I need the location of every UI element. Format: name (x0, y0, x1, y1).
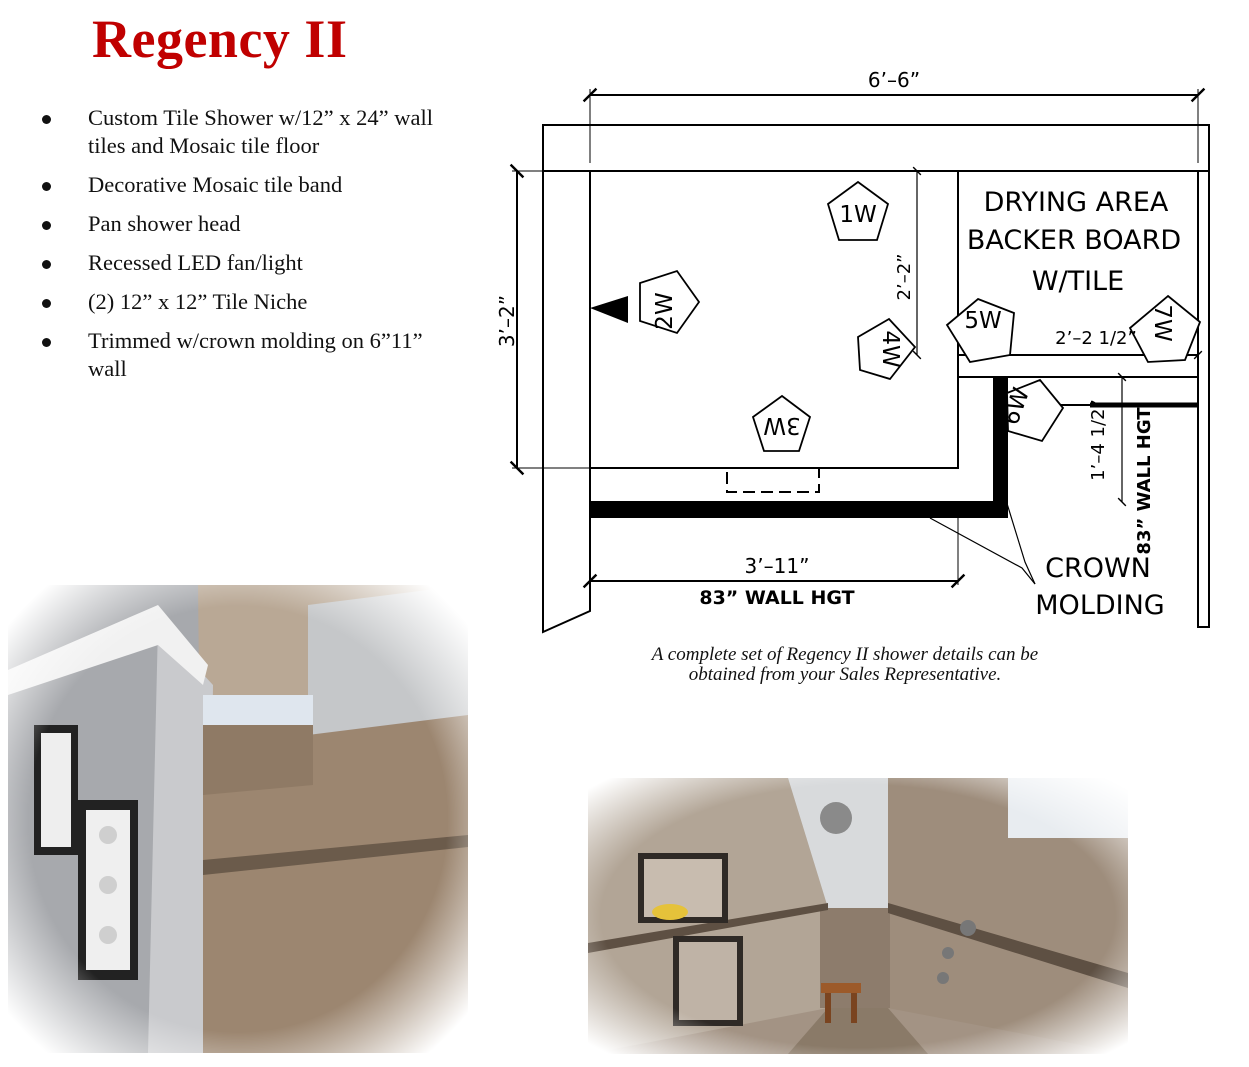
left-wall (543, 171, 590, 632)
feature-item (40, 104, 460, 160)
arrow-icon (590, 296, 628, 323)
crown-molding-line-1: CROWN (1045, 553, 1151, 584)
right-wall-height: 83” WALL HGT (1134, 407, 1155, 555)
tag-5w: 5W (964, 308, 1002, 334)
bottom-wall-height: 83” WALL HGT (699, 587, 855, 609)
tag-7w: 7W (1149, 304, 1175, 342)
tag-2w: 2W (652, 292, 678, 330)
bullet-icon (42, 115, 51, 124)
feature-text: (2) 12” x 12” Tile Niche (88, 289, 308, 314)
caption-line: A complete set of Regency II shower details can be (651, 644, 1039, 665)
feature-list (40, 104, 460, 394)
bullet-icon (42, 260, 51, 269)
tag-4w: 4W (877, 330, 903, 368)
dim-right-horizontal: 2’–2 1/2” (1055, 328, 1137, 349)
feature-text: Trimmed w/crown molding on 6”11” wall (88, 328, 423, 381)
bullet-icon (42, 338, 51, 347)
plan-caption (600, 645, 1090, 685)
drying-area-line-2: BACKER BOARD (966, 225, 1182, 256)
dim-left: 3’–2” (495, 294, 519, 348)
bullet-icon (42, 299, 51, 308)
feature-item (40, 210, 460, 238)
shower-interior-photo (588, 778, 1128, 1054)
right-wall (1198, 171, 1209, 627)
bullet-icon (42, 182, 51, 191)
tag-1w: 1W (839, 202, 877, 228)
niche (727, 468, 819, 492)
feature-item (40, 171, 460, 199)
drying-area-line-1: DRYING AREA (983, 187, 1169, 218)
drying-area-line-3: W/TILE (1031, 266, 1125, 297)
bullet-icon (42, 221, 51, 230)
tag-3w: 3W (763, 412, 801, 438)
page-title: Regency II (92, 9, 348, 69)
dim-mid-vertical: 2’–2” (894, 253, 915, 301)
tag-6w: 6W (997, 384, 1036, 429)
feature-text: Decorative Mosaic tile band (88, 172, 343, 197)
crown-molding-line-2: MOLDING (1035, 590, 1165, 621)
feature-text: Custom Tile Shower w/12” x 24” wall tiles and Mosaic tile floor (88, 105, 434, 158)
feature-text: Recessed LED fan/light (88, 250, 303, 275)
dim-bottom: 3’–11” (744, 554, 810, 578)
feature-text: Pan shower head (88, 211, 241, 236)
feature-item (40, 288, 460, 316)
dim-right-vertical: 1’–4 1/2” (1088, 399, 1109, 481)
top-beam (543, 125, 1209, 171)
half-wall (590, 502, 995, 518)
feature-item (40, 249, 460, 277)
shower-entry-photo (8, 585, 468, 1053)
shower-floor-plan (490, 65, 1220, 640)
feature-item (40, 327, 460, 383)
caption-line: obtained from your Sales Representative. (688, 664, 1002, 685)
dim-top: 6’–6” (867, 68, 921, 92)
